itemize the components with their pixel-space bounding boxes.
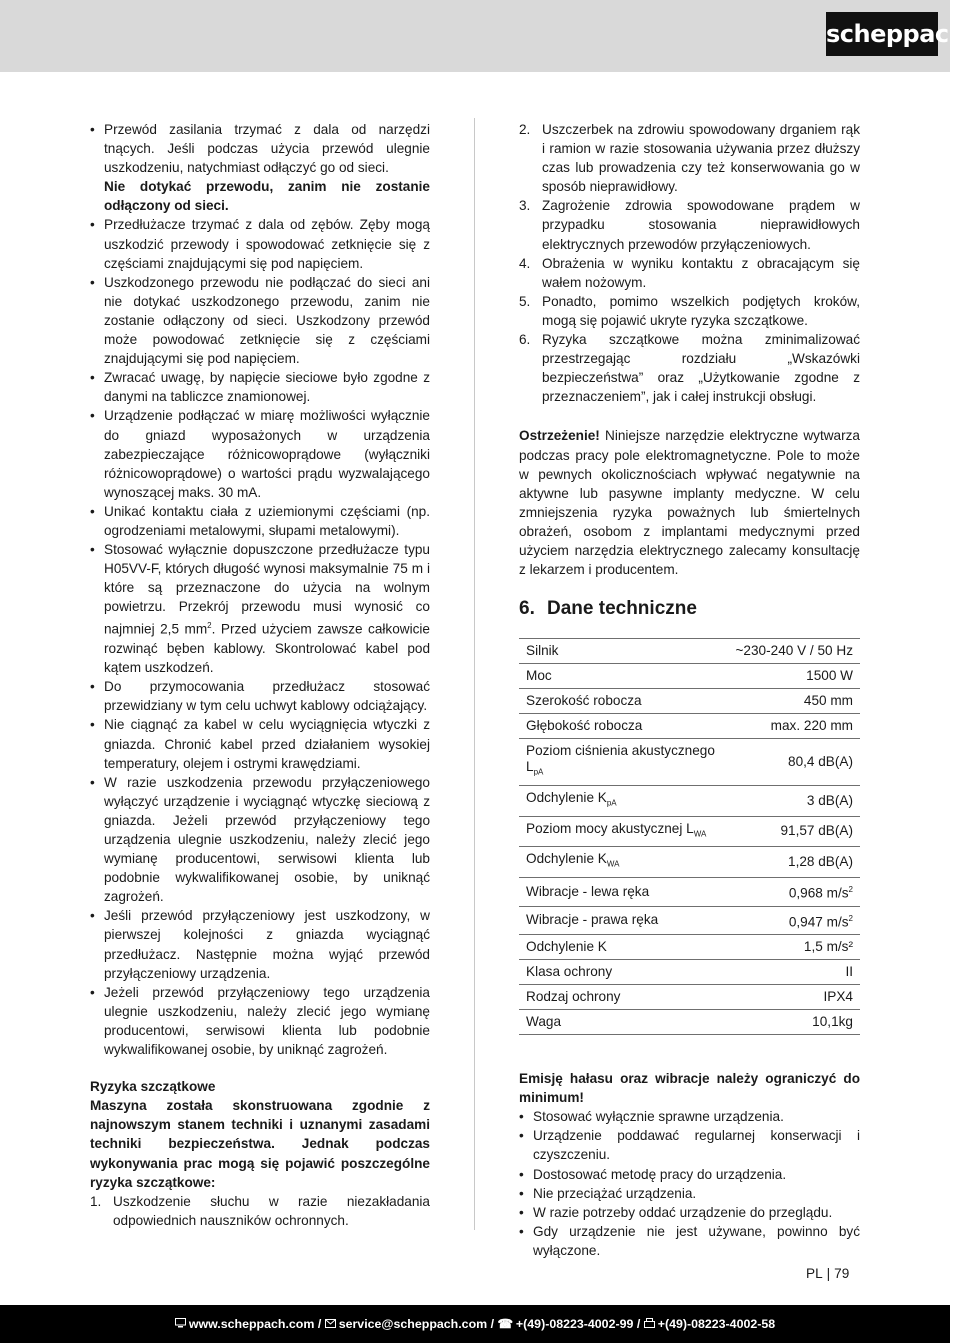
list-item: • Nie ciągnąć za kabel w celu wyciągnięcia wtyczki z gniazda. Chronić kabel przed działaniem wysokiej temperatury, olejem i ostrymi krawędziami. (90, 715, 430, 772)
section-title: 6. Dane techniczne (519, 598, 697, 620)
page-number: PL | 79 (806, 1266, 850, 1281)
table-row: Odchylenie $K_{pA}$ 3 dB(A) (519, 785, 860, 816)
column-divider (474, 118, 475, 1230)
list-item: 6. Ryzyka szczątkowe można zminimalizować przestrzegając rozdziału „Wskazówki bezpieczeństwa” oraz „Użytkowanie zgodne z przeznaczeniem”, jak i całej instrukcji obsługi. (519, 332, 860, 405)
header-bar (0, 0, 965, 72)
footer-bar: www.scheppach.com / service@scheppach.com / ☎ +(49)-08223-4002-99 / +(49)-08223-4002-58 (0, 1305, 950, 1343)
phone-icon: ☎ (497, 1317, 513, 1331)
residual-risks-list-continued (519, 120, 860, 406)
emission-heading: Emisję hałasu oraz wibracje należy ograniczyć do minimum! (519, 1071, 860, 1106)
table-row: Głębokość robocza max. 220 mm (519, 714, 860, 739)
bold-note: Nie dotykać przewodu, zanim nie zostanie odłączony od sieci. (104, 179, 430, 214)
list-item: 2. Uszczerbek na zdrowiu spowodowany drganiem rąk i ramion w razie stosowania używania przez dłuższy czas lub prowadzenia czy też konserwowania go w sposób nieprawidłowy. (519, 122, 860, 195)
safety-bullet-list (90, 120, 430, 1059)
monitor-icon (175, 1305, 186, 1343)
scheppach-logo: scheppach (826, 12, 938, 56)
fax-icon (644, 1305, 655, 1343)
list-item: • Przewód zasilania trzymać z dala od narzędzi tnących. Jeśli podczas użycia przewód ulegnie uszkodzeniu, natychmiast odłączyć go od sieci. Nie dotykać przewodu, zanim nie zostanie odłączony od sieci. (90, 120, 430, 215)
table-row: Silnik ~230-240 V / 50 Hz (519, 639, 860, 664)
table-row: Odchylenie $K_{WA}$ 1,28 dB(A) (519, 847, 860, 878)
table-row: Waga 10,1kg (519, 1010, 860, 1035)
emission-bullet-list (519, 1107, 860, 1260)
list-item: • W razie potrzeby oddać urządzenie do przeglądu. (519, 1203, 860, 1222)
list-item: • Gdy urządzenie nie jest używane, powinno być wyłączone. (519, 1222, 860, 1260)
list-item: 3. Zagrożenie zdrowia spowodowane prądem w przypadku stosowania nieprawidłowych elektrycznych przewodów przyłączeniowych. (519, 198, 860, 252)
table-row: Klasa ochrony II (519, 960, 860, 985)
emission-section (519, 1069, 860, 1260)
table-row: Poziom mocy akustycznej $L_{WA}$ 91,57 dB(A) (519, 816, 860, 847)
list-item: • Jeżeli przewód przyłączeniowy tego urządzenia ulegnie uszkodzeniu, należy zlecić jego wymianę producentowi, serwisowi klienta lub podobnie wykwalifikowanej osobie, by uniknąć zagrożeń. (90, 983, 430, 1059)
table-row: Poziom ciśnienia akustycznego $L_{pA}$ 80,4 dB(A) (519, 739, 860, 786)
residual-risks-intro: Maszyna została skonstruowana zgodnie z najnowszym stanem techniki i uznanymi zasadami techniki bezpieczeństwa. Jednak podczas wykonywania prac mogą się pojawić poszczególne ryzyka szczątkowe: (90, 1098, 430, 1190)
list-item: • Stosować wyłącznie sprawne urządzenia. (519, 1107, 860, 1126)
list-item: • Dostosować metodę pracy do urządzenia. (519, 1165, 860, 1184)
email-icon (325, 1305, 336, 1343)
fax-number[interactable]: +(49)-08223-4002-58 (657, 1317, 776, 1331)
list-item: 4. Obrażenia w wyniku kontaktu z obracającym się wałem nożowym. (519, 255, 860, 290)
table-row: Szerokość robocza 450 mm (519, 689, 860, 714)
phone-number[interactable]: +(49)-08223-4002-99 (515, 1317, 634, 1331)
website-link[interactable]: www.scheppach.com (188, 1317, 315, 1331)
emf-warning: Ostrzeżenie! Niniejsze narzędzie elektryczne wytwarza podczas pracy pole elektromagnetyczne. Pole to może w pewnych okolicznościach wpływać negatywnie na aktywne lub pasywne implanty medyczne. W celu zmniejszenia ryzyka poważnych lub śmiertelnych obrażeń, osobom z implantami medycznymi przed użyciem narzędzia elektrycznego zalecamy konsultację z lekarzem i producentem. (519, 428, 860, 578)
list-item: • Unikać kontaktu ciała z uziemionymi częściami (np. ogrodzeniami metalowymi, słupami metalowymi). (90, 502, 430, 540)
list-item: • Urządzenie poddawać regularnej konserwacji i czyszczeniu. (519, 1126, 860, 1164)
residual-risks-heading: Ryzyka szczątkowe (90, 1079, 216, 1095)
list-item: • Przedłużacze trzymać z dala od zębów. Zęby mogą uszkodzić przewody i spowodować zetknięcie się z częściami znajdującymi się pod napięciem. (90, 215, 430, 272)
list-item: 1. Uszkodzenie słuchu w razie niezakładania odpowiednich nauszników ochronnych. (90, 1193, 430, 1228)
table-row: Moc 1500 W (519, 664, 860, 689)
table-row: Odchylenie K 1,5 m/s² (519, 935, 860, 960)
list-item: • Nie przeciążać urządzenia. (519, 1184, 860, 1203)
list-item: 5. Ponadto, pomimo wszelkich podjętych kroków, mogą się pojawić ukryte ryzyka szczątkowe. (519, 293, 860, 328)
table-row: Wibracje - lewa ręka 0,968 $m/s^2$ (519, 878, 860, 907)
list-item: • Uszkodzonego przewodu nie podłączać do sieci ani nie dotykać uszkodzonego przewodu, zanim nie zostanie odłączony od sieci. Uszkodzony przewód może powodować zetknięcie się z częściami znajdującymi się pod napięciem. (90, 273, 430, 368)
list-item: • Stosować wyłącznie dopuszczone przedłużacze typu H05VV-F, których długość wynosi maksymalnie 75 m i które są przeznaczone do użycia na wolnym powietrzu. Przekrój przewodu musi wynosić co najmniej 2,5 $mm^2$. Przed użyciem zawsze całkowicie rozwinąć bęben kablowy. Skontrolować kabel pod kątem uszkodzeń. (90, 540, 430, 677)
left-column (90, 120, 430, 1230)
email-link[interactable]: service@scheppach.com (338, 1317, 488, 1331)
table-row: Wibracje - prawa ręka 0,947 $m/s^2$ (519, 906, 860, 935)
table-row: Rodzaj ochrony IPX4 (519, 985, 860, 1010)
list-item: • Do przymocowania przedłużacz stosować przewidziany w tym celu uchwyt kablowy odciążający. (90, 677, 430, 715)
list-item: • Jeśli przewód przyłączeniowy jest uszkodzony, w pierwszej kolejności z gniazda wyciągnąć przedłużacz. Następnie można wyjąć przewód przyłączeniowy urządzenia. (90, 906, 430, 982)
spec-table (519, 638, 860, 1035)
list-item: • W razie uszkodzenia przewodu przyłączeniowego wyłączyć urządzenie i wyciągnąć wtyczkę sieciową z gniazda. Jeżeli przewód przyłączeniowy tego urządzenia ulegnie uszkodzeniu, należy zlecić jego wymianę producentowi, serwisowi klienta lub podobnie wykwalifikowanej osobie, by uniknąć zagrożeń. (90, 773, 430, 907)
right-column (519, 120, 860, 1260)
residual-risks-list (90, 1192, 430, 1230)
list-item: • Urządzenie podłączać w miarę możliwości wyłącznie do gniazd wyposażonych w urządzenia zabezpieczające różnicowoprądowe (wyłączniki różnicowoprądowe) o wartości prądu wyzwalającego wynoszącej maks. 30 mA. (90, 406, 430, 501)
list-item: • Zwracać uwagę, by napięcie sieciowe było zgodne z danymi na tabliczce znamionowej. (90, 368, 430, 406)
